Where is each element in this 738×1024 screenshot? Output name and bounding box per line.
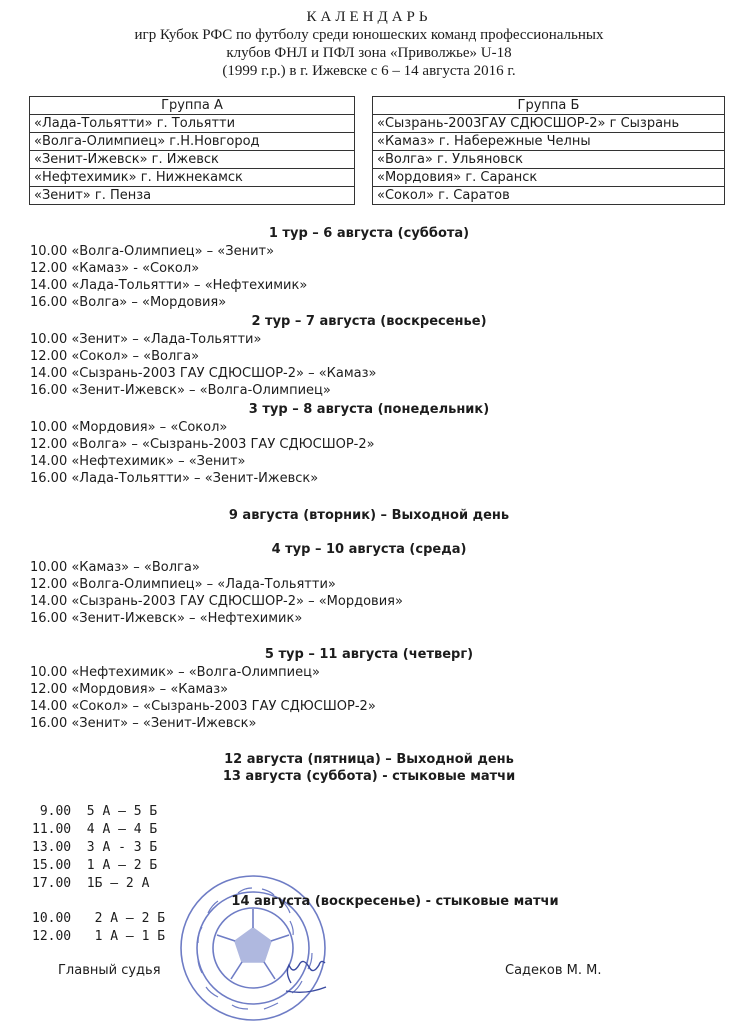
group-b-team: «Волга» г. Ульяновск bbox=[373, 151, 725, 169]
group-a-team: «Зенит-Ижевск» г. Ижевск bbox=[30, 151, 355, 169]
group-a-team: «Нефтехимик» г. Нижнекамск bbox=[30, 169, 355, 187]
match-line: 14.00 «Сызрань-2003 ГАУ СДЮСШОР-2» – «Камаз» bbox=[30, 366, 377, 381]
document-title: КАЛЕНДАРЬ bbox=[306, 9, 432, 25]
match-line: 14.00 «Сызрань-2003 ГАУ СДЮСШОР-2» – «Мордовия» bbox=[30, 594, 403, 609]
match-line: 16.00 «Волга» – «Мордовия» bbox=[30, 295, 227, 310]
round-3-heading: 3 тур – 8 августа (понедельник) bbox=[248, 402, 490, 417]
round-2-heading: 2 тур – 7 августа (воскресенье) bbox=[251, 314, 487, 329]
playoffs-13-heading: 13 августа (суббота) - стыковые матчи bbox=[222, 769, 516, 784]
match-line: 10.00 «Волга-Олимпиец» – «Зенит» bbox=[30, 244, 275, 259]
playoff-match: 17.00 1Б – 2 А bbox=[32, 876, 150, 891]
signature-name: Садеков М. М. bbox=[505, 963, 602, 978]
rest-day-2: 12 августа (пятница) – Выходной день bbox=[224, 752, 514, 767]
round-4-heading: 4 тур – 10 августа (среда) bbox=[271, 542, 467, 557]
match-line: 14.00 «Лада-Тольятти» – «Нефтехимик» bbox=[30, 278, 308, 293]
title-line-1: игр Кубок РФС по футболу среди юношеских команд профессиональных bbox=[134, 27, 604, 43]
playoff-match: 9.00 5 А – 5 Б bbox=[32, 804, 158, 819]
match-line: 16.00 «Зенит» – «Зенит-Ижевск» bbox=[30, 716, 257, 731]
group-a-team: «Зенит» г. Пенза bbox=[30, 187, 355, 205]
title-line-3: (1999 г.р.) в г. Ижевске с 6 – 14 августа 2016 г. bbox=[222, 63, 516, 79]
group-a-title: Группа А bbox=[30, 97, 355, 115]
group-b-team: «Сокол» г. Саратов bbox=[373, 187, 725, 205]
match-line: 12.00 «Волга» – «Сызрань-2003 ГАУ СДЮСШОР-2» bbox=[30, 437, 375, 452]
match-line: 10.00 «Зенит» – «Лада-Тольятти» bbox=[30, 332, 262, 347]
playoff-match: 11.00 4 А – 4 Б bbox=[32, 822, 158, 837]
group-b-table bbox=[372, 96, 725, 205]
match-line: 14.00 «Нефтехимик» – «Зенит» bbox=[30, 454, 246, 469]
group-a-team: «Волга-Олимпиец» г.Н.Новгород bbox=[30, 133, 355, 151]
document-header bbox=[0, 8, 738, 80]
group-b-team: «Камаз» г. Набережные Челны bbox=[373, 133, 725, 151]
match-line: 12.00 «Мордовия» – «Камаз» bbox=[30, 682, 229, 697]
match-line: 12.00 «Сокол» – «Волга» bbox=[30, 349, 200, 364]
match-line: 16.00 «Зенит-Ижевск» – «Волга-Олимпиец» bbox=[30, 383, 331, 398]
match-line: 12.00 «Камаз» - «Сокол» bbox=[30, 261, 200, 276]
match-line: 16.00 «Лада-Тольятти» – «Зенит-Ижевск» bbox=[30, 471, 319, 486]
group-b-title: Группа Б bbox=[373, 97, 725, 115]
playoff-match: 10.00 2 А – 2 Б bbox=[32, 911, 166, 926]
playoff-match: 15.00 1 А – 2 Б bbox=[32, 858, 158, 873]
match-line: 10.00 «Мордовия» – «Сокол» bbox=[30, 420, 228, 435]
playoff-match: 13.00 3 А - 3 Б bbox=[32, 840, 158, 855]
match-line: 12.00 «Волга-Олимпиец» – «Лада-Тольятти» bbox=[30, 577, 336, 592]
match-line: 10.00 «Нефтехимик» – «Волга-Олимпиец» bbox=[30, 665, 320, 680]
group-a-table bbox=[29, 96, 355, 205]
match-line: 14.00 «Сокол» – «Сызрань-2003 ГАУ СДЮСШОР-2» bbox=[30, 699, 376, 714]
round-5-heading: 5 тур – 11 августа (четверг) bbox=[264, 647, 474, 662]
round-1-heading: 1 тур – 6 августа (суббота) bbox=[268, 226, 470, 241]
group-b-team: «Мордовия» г. Саранск bbox=[373, 169, 725, 187]
match-line: 10.00 «Камаз» – «Волга» bbox=[30, 560, 200, 575]
group-b-team: «Сызрань-2003ГАУ СДЮСШОР-2» г Сызрань bbox=[373, 115, 725, 133]
title-line-2: клубов ФНЛ и ПФЛ зона «Приволжье» U-18 bbox=[226, 45, 512, 61]
rest-day-1: 9 августа (вторник) – Выходной день bbox=[228, 508, 510, 523]
signature-role: Главный судья bbox=[58, 963, 161, 978]
group-a-team: «Лада-Тольятти» г. Тольятти bbox=[30, 115, 355, 133]
playoff-match: 12.00 1 А – 1 Б bbox=[32, 929, 166, 944]
playoffs-14-heading: 14 августа (воскресенье) - стыковые матчи bbox=[231, 894, 559, 909]
match-line: 16.00 «Зенит-Ижевск» – «Нефтехимик» bbox=[30, 611, 303, 626]
